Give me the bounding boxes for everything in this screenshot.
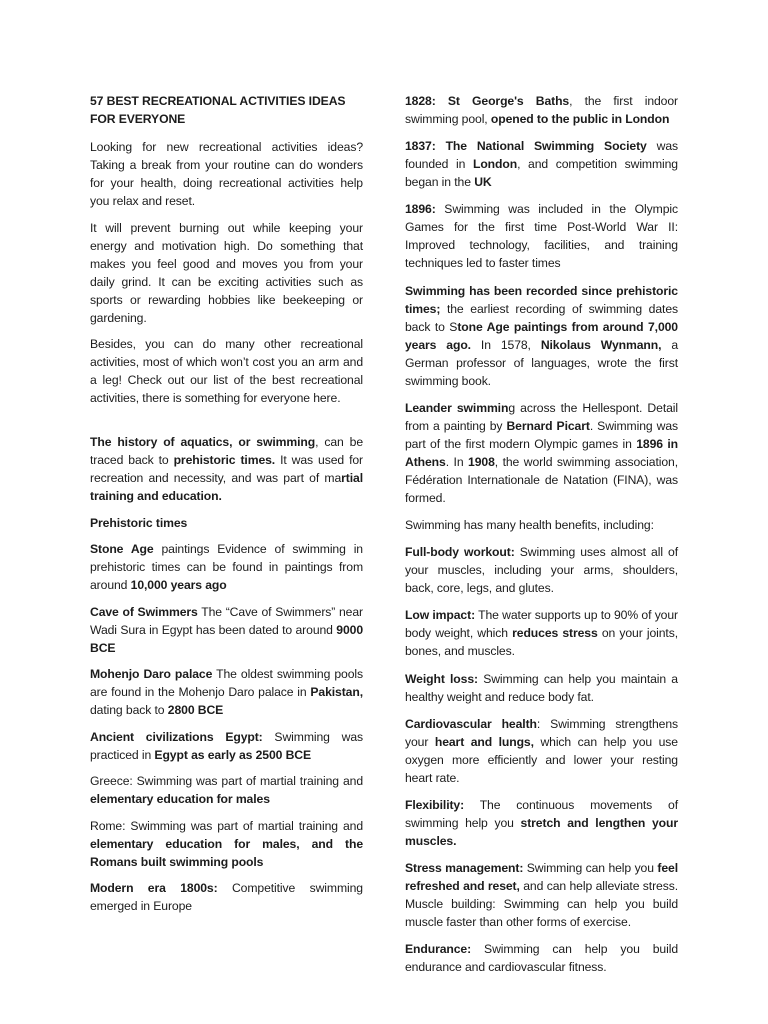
text: Swimming uses almost all of your muscles, including your arms, shoulders, back, core, legs, and glutes. xyxy=(405,545,678,596)
bold-text: 2800 BCE xyxy=(167,703,224,717)
bold-text: elementary education for males, and the Romans built swimming pools xyxy=(90,836,363,869)
bold-text: Low impact: xyxy=(405,608,476,623)
bold-text: stretch and lengthen your muscles. xyxy=(405,815,678,848)
text: paintings Evidence of swimming in prehistoric times can be found in paintings from around xyxy=(90,542,363,592)
text: Swimming was included in the Olympic Games for the first time Post-World War II: Improved technology, facilities, and training techniques led to faster times xyxy=(405,202,678,271)
paragraph xyxy=(405,670,678,706)
text: Greece: Swimming was part of martial training and xyxy=(90,774,363,788)
paragraph xyxy=(90,335,363,407)
bold-text: reduces stress xyxy=(512,626,598,641)
paragraph xyxy=(90,817,363,871)
paragraph xyxy=(90,514,363,532)
text: Competitive swimming emerged in Europe xyxy=(90,881,363,913)
paragraph xyxy=(405,715,678,787)
bold-text: Flexibility: xyxy=(405,797,465,812)
paragraph xyxy=(405,399,678,507)
page-title: 57 BEST RECREATIONAL ACTIVITIES IDEAS FOR EVERYONE xyxy=(90,94,346,126)
paragraph xyxy=(405,137,678,191)
text: the earliest recording of swimming dates back to S xyxy=(405,301,678,334)
paragraph xyxy=(405,282,678,390)
paragraph xyxy=(405,516,678,534)
bold-text: Leander swimmin xyxy=(405,400,509,415)
left-paragraphs xyxy=(90,138,363,915)
bold-text: elementary education for males xyxy=(90,792,270,806)
text: Rome: Swimming was part of martial training and xyxy=(90,818,363,833)
bold-text: Bernard Picart xyxy=(506,418,590,433)
paragraph xyxy=(90,728,363,764)
text: . Swimming was part of the first modern Olympic games in xyxy=(405,418,679,451)
paragraph xyxy=(405,606,678,660)
text: : Swimming strengthens your xyxy=(405,716,678,749)
bold-text: London xyxy=(472,157,518,172)
paragraph xyxy=(90,433,363,505)
bold-text: 1896 in Athens xyxy=(405,436,678,469)
bold-text: 1908 xyxy=(468,454,495,469)
text: g across the Hellespont. Detail from a painting by xyxy=(405,400,678,433)
bold-text: Nikolaus Wynmann, xyxy=(540,337,662,352)
bold-text: Endurance: xyxy=(405,942,472,957)
text: a German professor of languages, wrote the first swimming book. xyxy=(405,337,679,388)
bold-text: tone Age paintings from around 7,000 years ago. xyxy=(405,319,678,352)
text: was founded in xyxy=(405,139,678,172)
bold-text: Pakistan, xyxy=(310,685,363,699)
bold-text: Ancient civilizations Egypt: xyxy=(90,729,263,744)
text: , the first indoor swimming pool, xyxy=(405,94,678,126)
text: which can help you use oxygen more efficiently and lower your resting heart rate. xyxy=(405,734,678,785)
text: Swimming can help you xyxy=(523,861,658,876)
bold-text: Egypt as early as 2500 BCE xyxy=(154,747,312,762)
text: , and competition swimming began in the xyxy=(405,157,678,190)
paragraph xyxy=(90,772,363,808)
text: Looking for new recreational activities ideas? Taking a break from your routine can do wonders for your health, doing recreational activities help you relax and reset. xyxy=(90,140,363,208)
paragraph xyxy=(405,940,678,976)
bold-text: 1896: xyxy=(405,202,436,217)
paragraph xyxy=(90,540,363,594)
paragraph xyxy=(90,879,363,915)
text: , the world swimming association, Fédération Internationale de Natation (FINA), was formed. xyxy=(405,454,678,505)
text: , can be traced back to xyxy=(90,435,363,467)
bold-text: Cave of Swimmers xyxy=(90,604,198,619)
bold-text: Modern era 1800s: xyxy=(90,881,218,895)
bold-text: 9000 BCE xyxy=(90,622,363,655)
text: It was used for recreation and necessity, and was part of ma xyxy=(90,453,363,485)
right-paragraphs xyxy=(405,92,678,976)
text: dating back to xyxy=(90,703,168,717)
paragraph xyxy=(90,219,363,327)
bold-text: Prehistoric times xyxy=(90,515,188,530)
text: In 1578, xyxy=(470,337,541,352)
bold-text: 1828: St George's Baths xyxy=(405,94,570,108)
text: Swimming can help you maintain a healthy weight and reduce body fat. xyxy=(405,671,678,704)
paragraph xyxy=(405,543,678,597)
bold-text: Cardiovascular health xyxy=(405,716,537,731)
bold-text: Stone Age xyxy=(90,542,154,556)
left-column xyxy=(90,92,363,924)
bold-text: Swimming has been recorded since prehistoric times; xyxy=(405,283,678,316)
bold-text: 1837: The National Swimming Society xyxy=(405,139,647,154)
paragraph xyxy=(90,665,363,719)
text: The continuous movements of swimming help you xyxy=(405,797,678,830)
paragraph xyxy=(405,859,678,931)
bold-text: opened to the public in London xyxy=(490,112,670,126)
text: The oldest swimming pools are found in the Mohenjo Daro palace in xyxy=(90,667,363,699)
paragraph xyxy=(405,92,678,128)
text: Besides, you can do many other recreational activities, most of which won’t cost you an arm and a leg! Check out our list of the best recreational activities, there is something for everyone here. xyxy=(90,337,363,405)
paragraph xyxy=(90,603,363,657)
bold-text: heart and lungs, xyxy=(434,734,534,749)
text: . In xyxy=(445,454,469,469)
bold-text: The history of aquatics, or swimming xyxy=(90,435,316,449)
bold-text: feel refreshed and reset, xyxy=(405,861,678,894)
bold-text: 10,000 years ago xyxy=(130,578,227,592)
text: The water supports up to 90% of your body weight, which xyxy=(405,608,678,641)
text: and can help alleviate stress. Muscle building: Swimming can help you build muscle faster than other forms of exercise. xyxy=(405,879,679,930)
text: Swimming can help you build endurance and cardiovascular fitness. xyxy=(405,942,678,975)
text: The “Cave of Swimmers” near Wadi Sura in Egypt has been dated to around xyxy=(90,604,363,637)
paragraph xyxy=(405,200,678,272)
bold-text: UK xyxy=(474,175,492,190)
bold-text: prehistoric times. xyxy=(173,453,276,467)
paragraph xyxy=(90,138,363,210)
right-column xyxy=(405,92,678,985)
bold-text: rtial training and education. xyxy=(90,471,363,503)
text: It will prevent burning out while keeping your energy and motivation high. Do something that makes you feel good and moves you from your daily grind. It can be exciting activities such as sports or rewarding hobbies like beekeeping or gardening. xyxy=(90,220,363,325)
text: on your joints, bones, and muscles. xyxy=(405,626,678,659)
bold-text: Full-body workout: xyxy=(405,545,515,560)
bold-text: Mohenjo Daro palace xyxy=(90,667,213,681)
bold-text: Weight loss: xyxy=(405,671,478,686)
text: Swimming has many health benefits, including: xyxy=(405,517,654,532)
text: Swimming was practiced in xyxy=(90,729,363,762)
paragraph xyxy=(405,796,678,850)
bold-text: Stress management: xyxy=(405,861,524,876)
